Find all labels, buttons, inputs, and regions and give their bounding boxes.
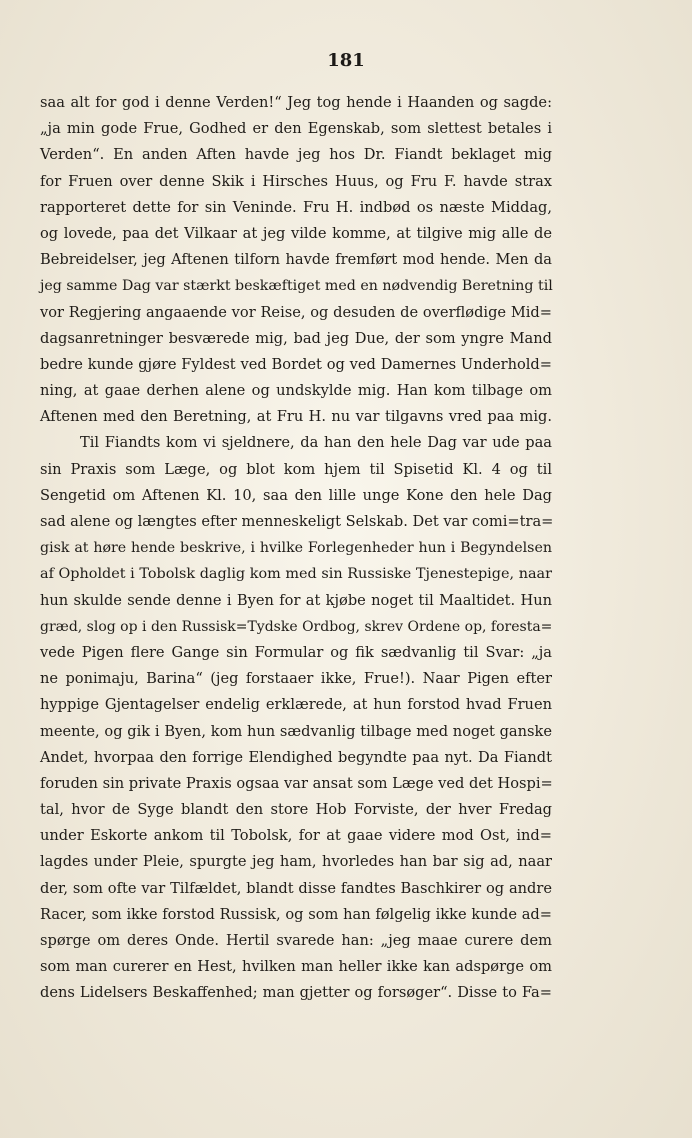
page-number: 181 [327, 50, 365, 71]
text-line: Sengetid om Aftenen Kl. 10, saa den lille unge Kone den hele Dag [40, 486, 552, 504]
text-line: sad alene og længtes efter menneskeligt Selskab. Det var comi=tra= [40, 513, 554, 530]
text-line: Andet, hvorpaa den forrige Elendighed begyndte paa nyt. Da Fiandt [40, 748, 552, 766]
text-line: dagsanretninger besværede mig, bad jeg Due, der som yngre Mand [40, 329, 552, 347]
text-line: spørge om deres Onde. Hertil svarede han: „jeg maae curere dem [40, 932, 552, 949]
text-line: under Eskorte ankom til Tobolsk, for at gaae videre mod Ost, ind= [40, 827, 552, 845]
text-line: vede Pigen flere Gange sin Formular og fik sædvanlig til Svar: „ja [40, 643, 552, 661]
text-line: dens Lidelsers Beskaffenhed; man gjetter og forsøger“. Disse to Fa= [40, 984, 552, 1002]
body-text [40, 90, 552, 1007]
text-line: jeg samme Dag var stærkt beskæftiget med en nødvendig Beretning til [40, 278, 553, 295]
text-line: og lovede, paa det Vilkaar at jeg vilde komme, at tilgive mig alle de [40, 224, 552, 242]
text-line: bedre kunde gjøre Fyldest ved Bordet og ved Damernes Underhold= [40, 355, 552, 373]
text-line: ne ponimaju, Barina“ (jeg forstaaer ikke, Frue!). Naar Pigen efter [40, 670, 552, 688]
text-line: Til Fiandts kom vi sjeldnere, da han den hele Dag var ude paa [80, 434, 552, 452]
text-line: sin Praxis som Læge, og blot kom hjem til Spisetid Kl. 4 og til [40, 460, 552, 478]
text-line: der, som ofte var Tilfældet, blandt disse fandtes Baschkirer og andre [40, 879, 552, 897]
text-line: Bebreidelser, jeg Aftenen tilforn havde fremført mod hende. Men da [40, 251, 552, 269]
text-line: Racer, som ikke forstod Russisk, og som han følgelig ikke kunde ad= [40, 905, 552, 923]
text-line: saa alt for god i denne Verden!“ Jeg tog hende i Haanden og sagde: [40, 94, 552, 111]
text-line: Aftenen med den Beretning, at Fru H. nu var tilgavns vred paa mig. [40, 408, 552, 426]
text-line: ning, at gaae derhen alene og undskylde mig. Han kom tilbage om [40, 382, 552, 400]
text-line: gisk at høre hende beskrive, i hvilke Forlegenheder hun i Begyndelsen [40, 540, 552, 557]
text-line: græd, slog op i den Russisk=Tydske Ordbog, skrev Ordene op, foresta= [40, 618, 553, 635]
text-line: tal, hvor de Syge blandt den store Hob Forviste, der hver Fredag [40, 801, 552, 819]
text-line: lagdes under Pleie, spurgte jeg ham, hvorledes han bar sig ad, naar [40, 853, 552, 871]
text-line: meente, og gik i Byen, kom hun sædvanlig tilbage med noget ganske [40, 722, 552, 740]
text-line: „ja min gode Frue, Godhed er den Egenskab, som slettest betales i [40, 120, 552, 138]
text-line: foruden sin private Praxis ogsaa var ansat som Læge ved det Hospi= [40, 774, 553, 792]
text-line: hyppige Gjentagelser endelig erklærede, at hun forstod hvad Fruen [40, 696, 552, 714]
text-line: af Opholdet i Tobolsk daglig kom med sin Russiske Tjenestepige, naar [40, 566, 552, 583]
text-line: rapporteret dette for sin Veninde. Fru H. indbød os næste Middag, [40, 198, 552, 216]
text-line: vor Regjering angaaende vor Reise, og desuden de overflødige Mid= [40, 303, 552, 321]
text-line: for Fruen over denne Skik i Hirsches Huus, og Fru F. havde strax [40, 172, 552, 190]
text-line: Verden“. En anden Aften havde jeg hos Dr. Fiandt beklaget mig [40, 146, 552, 164]
text-line: som man curerer en Hest, hvilken man heller ikke kan adspørge om [40, 958, 552, 976]
text-line: hun skulde sende denne i Byen for at kjøbe noget til Maaltidet. Hun [40, 591, 552, 609]
